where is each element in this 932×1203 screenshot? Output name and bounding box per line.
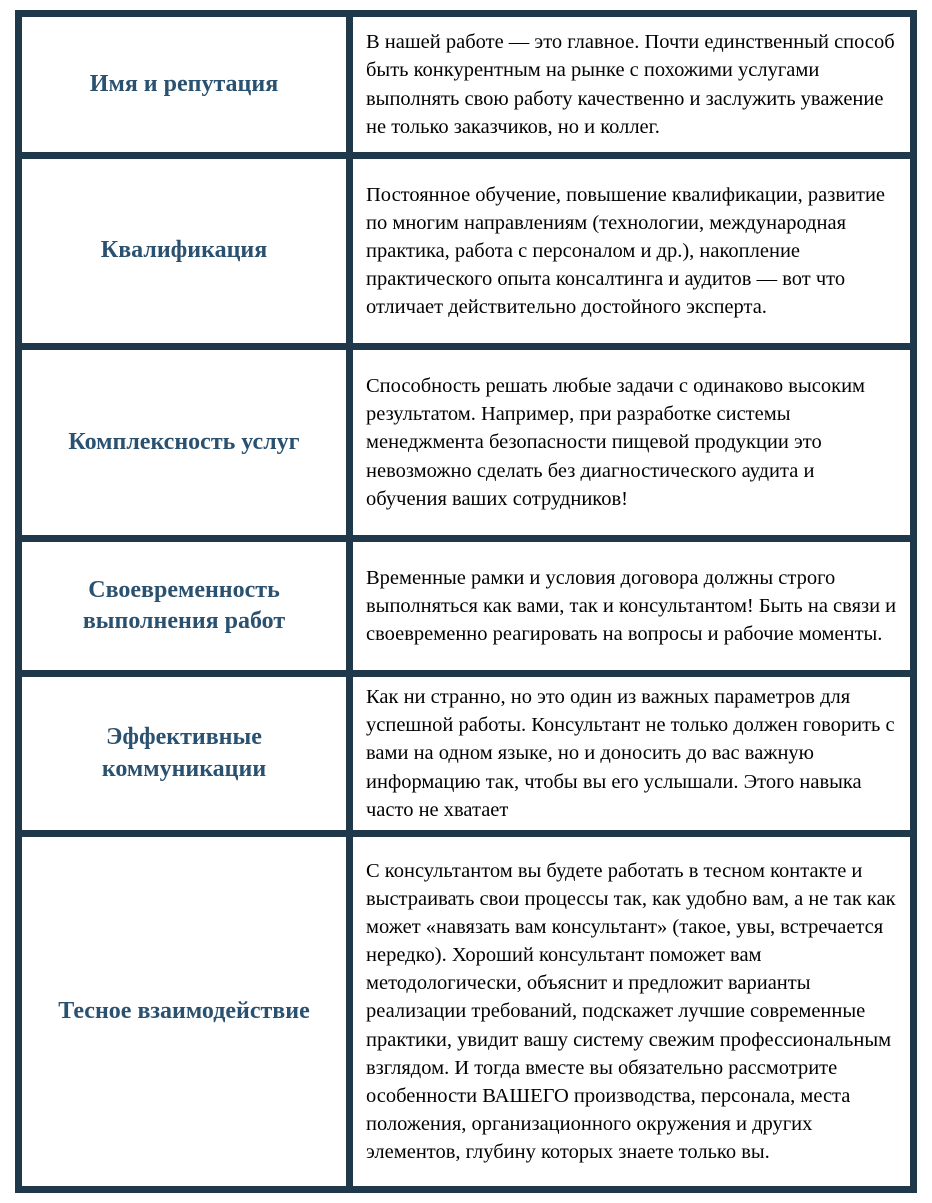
criteria-table-body xyxy=(19,14,914,1190)
criterion-title: Квалификация xyxy=(19,156,350,347)
criterion-description: Постоянное обучение, повышение квалификации, развитие по многим направлениям (технологии, международная практика, работа с персоналом и др.), накопление практического опыта консалтинга и аудитов — вот что отличает действительно достойного эксперта. xyxy=(350,156,914,347)
criterion-title: Тесное взаимодействие xyxy=(19,834,350,1190)
criterion-title: Комплексность услуг xyxy=(19,347,350,539)
table-row xyxy=(19,539,914,674)
table-row xyxy=(19,674,914,834)
criterion-description: Как ни странно, но это один из важных параметров для успешной работы. Консультант не только должен говорить с вами на одном языке, но и доносить до вас важную информацию так, чтобы вы его услышали. Этого навыка часто не хватает xyxy=(350,674,914,834)
criterion-title: Имя и репутация xyxy=(19,14,350,156)
criterion-description: В нашей работе — это главное. Почти единственный способ быть конкурентным на рынке с похожими услугами выполнять свою работу качественно и заслужить уважение не только заказчиков, но и коллег. xyxy=(350,14,914,156)
table-row xyxy=(19,14,914,156)
table-row xyxy=(19,156,914,347)
criterion-description: С консультантом вы будете работать в тесном контакте и выстраивать свои процессы так, как удобно вам, а не так как может «навязать вам консультант» (такое, увы, встречается нередко). Хороший консультант поможет вам методологически, объяснит и предложит варианты реализации требований, подскажет лучшие современные практики, увидит вашу систему свежим профессиональным взглядом. И тогда вместе вы обязательно рассмотрите особенности ВАШЕГО производства, персонала, места положения, организационного окружения и других элементов, глубину которых знаете только вы. xyxy=(350,834,914,1190)
criterion-description: Временные рамки и условия договора должны строго выполняться как вами, так и консультантом! Быть на связи и своевременно реагировать на вопросы и рабочие моменты. xyxy=(350,539,914,674)
table-row xyxy=(19,347,914,539)
criterion-title: Эффективные коммуникации xyxy=(19,674,350,834)
criterion-description: Способность решать любые задачи с одинаково высоким результатом. Например, при разработке системы менеджмента безопасности пищевой продукции это невозможно сделать без диагностического аудита и обучения ваших сотрудников! xyxy=(350,347,914,539)
table-row xyxy=(19,834,914,1190)
criterion-title: Своевременность выполнения работ xyxy=(19,539,350,674)
criteria-table xyxy=(15,10,917,1193)
